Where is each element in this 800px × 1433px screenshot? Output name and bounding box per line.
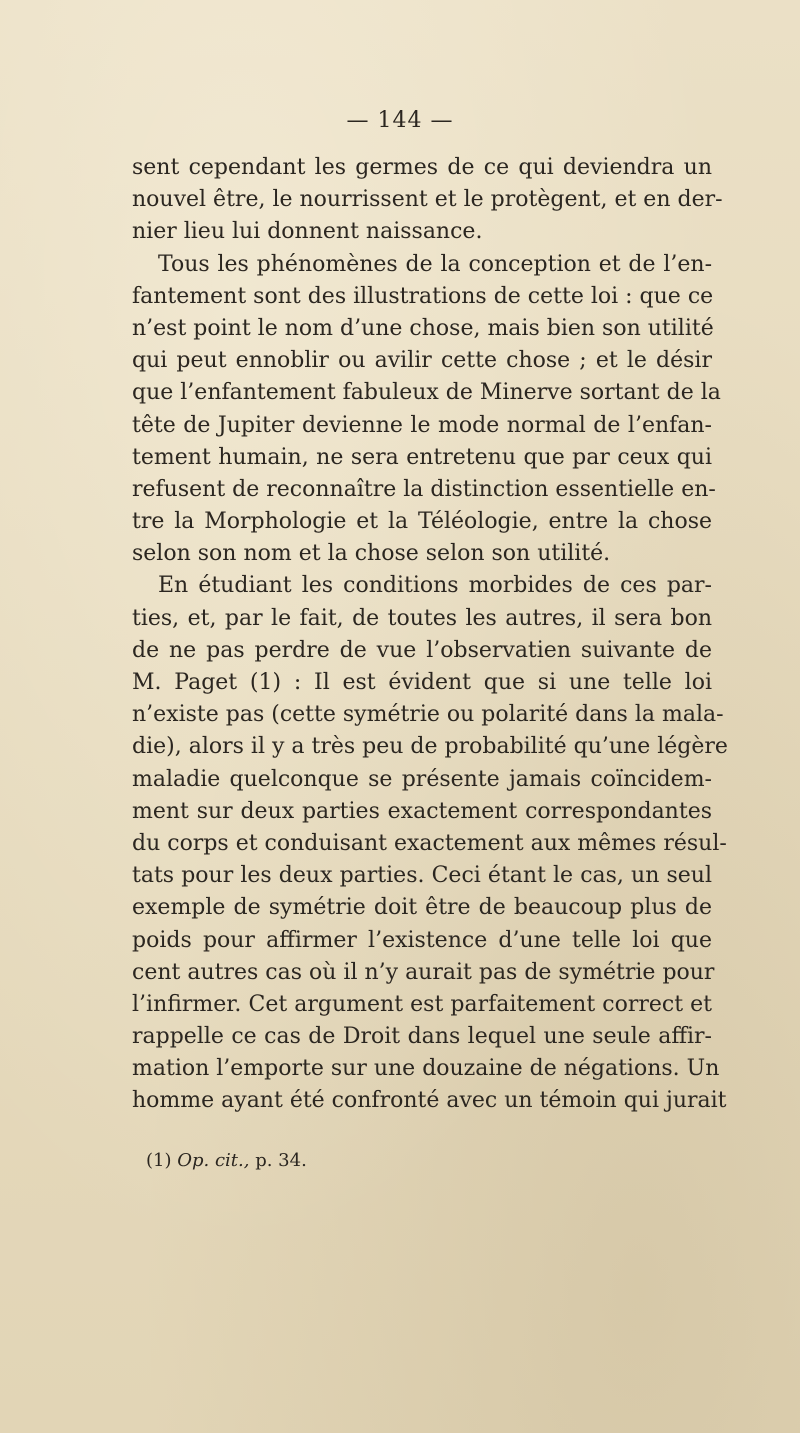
text-line: exemple de symétrie doit être de beaucoup plus de <box>132 895 712 921</box>
text-line: nier lieu lui donnent naissance. <box>132 219 483 245</box>
text-line: nouvel être, le nourrissent et le protègent, et en der- <box>132 187 723 213</box>
text-line: l’infirmer. Cet argument est parfaitement correct et <box>132 991 712 1017</box>
text-line: du corps et conduisant exactement aux mêmes résul- <box>132 830 727 856</box>
text-line: Tous les phénomènes de la conception et de l’en- <box>158 251 712 277</box>
text-line: sent cependant les germes de ce qui deviendra un <box>132 155 712 180</box>
text-line: homme ayant été confronté avec un témoin qui jurait <box>132 1088 727 1114</box>
text-line: mation l’emporte sur une douzaine de négations. Un <box>132 1056 720 1082</box>
text-line: de ne pas perdre de vue l’observatien suivante de <box>132 637 712 663</box>
text-line: tre la Morphologie et la Téléologie, entre la chose <box>132 509 712 535</box>
text-line: die), alors il y a très peu de probabilité qu’une légère <box>132 734 728 760</box>
page-number: — 144 — <box>346 108 454 133</box>
text-line: n’est point le nom d’une chose, mais bien son utilité <box>132 315 714 341</box>
footnote-page: p. 34. <box>255 1150 307 1171</box>
text-line: poids pour affirmer l’existence d’une telle loi que <box>132 927 712 953</box>
text-line: que l’enfantement fabuleux de Minerve sortant de la <box>132 380 721 406</box>
text-line: tement humain, ne sera entretenu que par ceux qui <box>132 444 712 470</box>
text-line: fantement sont des illustrations de cette loi : que ce <box>132 283 714 309</box>
text-line: n’existe pas (cette symétrie ou polarité dans la mala- <box>132 702 724 728</box>
text-line: selon son nom et la chose selon son utilité. <box>132 541 611 567</box>
text-line: tête de Jupiter devienne le mode normal de l’enfan- <box>132 412 712 438</box>
footnote-reference: Op. cit., <box>177 1150 250 1171</box>
text-line: refusent de reconnaître la distinction essentielle en- <box>132 476 716 502</box>
text-line: qui peut ennoblir ou avilir cette chose ; et le désir <box>132 348 712 374</box>
text-line: cent autres cas où il n’y aurait pas de symétrie pour <box>132 959 715 985</box>
text-line: ment sur deux parties exactement correspondantes <box>132 798 712 824</box>
text-line: tats pour les deux parties. Ceci étant le cas, un seul <box>132 863 712 889</box>
text-line: rappelle ce cas de Droit dans lequel une seule affir- <box>132 1024 712 1050</box>
text-line: maladie quelconque se présente jamais coïncidem- <box>132 766 712 792</box>
text-line: ties, et, par le fait, de toutes les autres, il sera bon <box>132 605 712 631</box>
footnote-marker: (1) <box>146 1150 172 1171</box>
text-line: En étudiant les conditions morbides de ces par- <box>158 573 712 599</box>
body-text <box>132 152 728 1118</box>
text-line: M. Paget (1) : Il est évident que si une telle loi <box>132 670 712 695</box>
footnote <box>146 1150 307 1171</box>
